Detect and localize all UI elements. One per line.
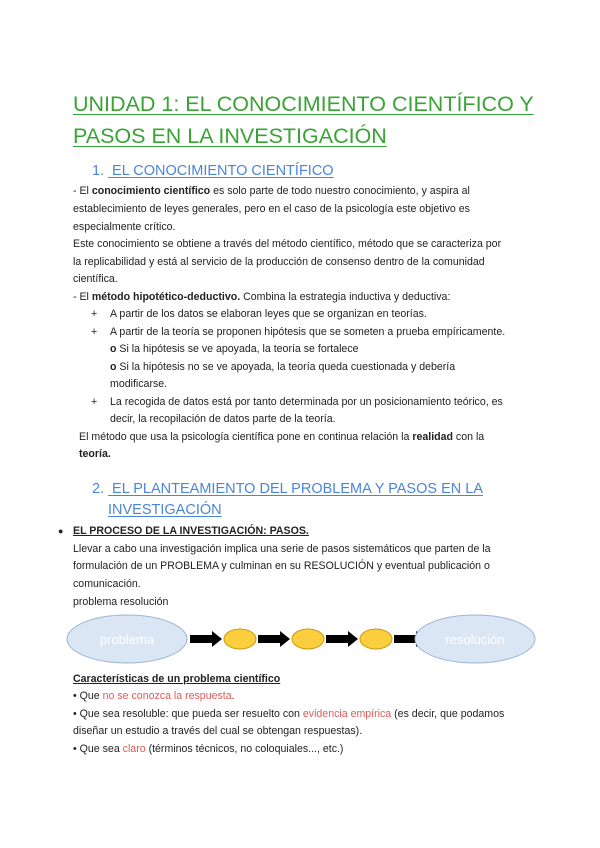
problema-label: problema — [99, 632, 155, 647]
section-1-title: EL CONOCIMIENTO CIENTÍFICO — [112, 163, 334, 179]
s1-bullet-1: A partir de los datos se elaboran leyes que se organizan en teorías. — [110, 308, 427, 320]
s1-p2-line2: la replicabilidad y está al servicio de la producción de consenso dentro de la comunidad — [73, 256, 485, 268]
title-line-2: PASOS EN LA INVESTIGACIÓN — [73, 124, 387, 148]
char-bullet-3: • — [73, 743, 77, 755]
s1-closing-line2 — [79, 446, 111, 464]
char-3: • Que sea claro (términos técnicos, no coloquiales..., etc.) — [73, 743, 344, 755]
char-bullet-2: • — [73, 708, 77, 720]
sub-marker-2: o — [110, 361, 117, 373]
char-1: • Que no se conozca la respuesta. — [73, 690, 235, 702]
term-realidad: realidad — [412, 431, 453, 443]
char-2-cont: diseñar un estudio a través del cual se obtengan respuestas). — [73, 725, 363, 737]
s1-bullet-2: A partir de la teoría se proponen hipótesis que se someten a prueba empíricamente. — [110, 326, 506, 338]
s2-p1-line2: formulación de un PROBLEMA y culminan en su RESOLUCIÓN y eventual publicación o — [73, 560, 490, 572]
section-1-number: 1. — [92, 163, 105, 179]
page-title — [73, 88, 543, 152]
section-2-number: 2. — [92, 481, 105, 497]
char-bullet-1: • — [73, 690, 77, 702]
bullet-plus-3: + — [91, 396, 98, 408]
section-2-heading — [92, 479, 483, 500]
highlight-evidencia-empirica: evidencia empírica — [302, 708, 392, 720]
s1-sub-2: o Si la hipótesis no se ve apoyada, la teoría queda cuestionada y debería — [110, 361, 456, 373]
section-1-heading — [92, 161, 334, 182]
s1-p1-line2: establecimiento de leyes generales, pero en el caso de la psicología este objetivo es — [73, 203, 470, 215]
s1-sub-2-cont: modificarse. — [110, 378, 168, 390]
s1-p2-line1: Este conocimiento se obtiene a través del método científico, método que se caracteriza por — [73, 238, 502, 250]
term-conocimiento-cientifico: conocimiento científico — [91, 185, 211, 197]
s1-p2-line3: científica. — [73, 273, 118, 285]
s1-bullet-3-cont: decir, la recopilación de datos parte de la teoría. — [110, 413, 336, 425]
char-2: • Que sea resoluble: que pueda ser resuelto con evidencia empírica (es decir, que podamos — [73, 708, 505, 720]
dot-bullet: ● — [58, 526, 64, 536]
term-metodo-hipotetico-deductivo: método hipotético-deductivo. — [91, 291, 241, 303]
highlight-no-se-conozca: no se conozca la respuesta — [102, 690, 232, 702]
s1-p1-line1: - El conocimiento científico es solo parte de todo nuestro conocimiento, y aspira al — [73, 185, 470, 197]
s2-p1-line3: comunicación. — [73, 578, 141, 590]
s1-closing-line1: El método que usa la psicología científica pone en continua relación la realidad con la — [79, 431, 485, 443]
bullet-plus-2: + — [91, 326, 98, 338]
sub-marker-1: o — [110, 343, 117, 355]
arrow-1 — [190, 631, 222, 647]
s1-sub-1: o Si la hipótesis se ve apoyada, la teoría se fortalece — [110, 343, 359, 355]
resolucion-label: resolución — [445, 632, 505, 647]
term-teoria: teoría. — [79, 448, 111, 460]
arrow-3 — [326, 631, 358, 647]
s2-subheading: EL PROCESO DE LA INVESTIGACIÓN: PASOS. — [73, 525, 309, 537]
step-node-1 — [224, 629, 256, 649]
section-2-title-line1: EL PLANTEAMIENTO DEL PROBLEMA Y PASOS EN LA — [112, 481, 483, 497]
step-node-2 — [292, 629, 324, 649]
diagram-caption: problema resolución — [73, 596, 169, 608]
s2-p1-line1: Llevar a cabo una investigación implica una serie de pasos sistemáticos que parten de la — [73, 543, 491, 555]
characteristics-title: Características de un problema científico — [73, 673, 281, 685]
s1-p1-line3: especialmente crítico. — [73, 221, 176, 233]
title-line-1: UNIDAD 1: EL CONOCIMIENTO CIENTÍFICO Y — [73, 92, 534, 116]
bullet-plus-1: + — [91, 308, 98, 320]
section-2-heading-cont: INVESTIGACIÓN — [108, 502, 222, 518]
s1-bullet-3: La recogida de datos está por tanto determinada por un posicionamiento teórico, es — [110, 396, 503, 408]
s1-p3-line1: - El método hipotético-deductivo. Combina la estrategia inductiva y deductiva: — [73, 291, 451, 303]
process-diagram — [60, 612, 540, 666]
arrow-2 — [258, 631, 290, 647]
step-node-3 — [360, 629, 392, 649]
highlight-claro: claro — [122, 743, 146, 755]
